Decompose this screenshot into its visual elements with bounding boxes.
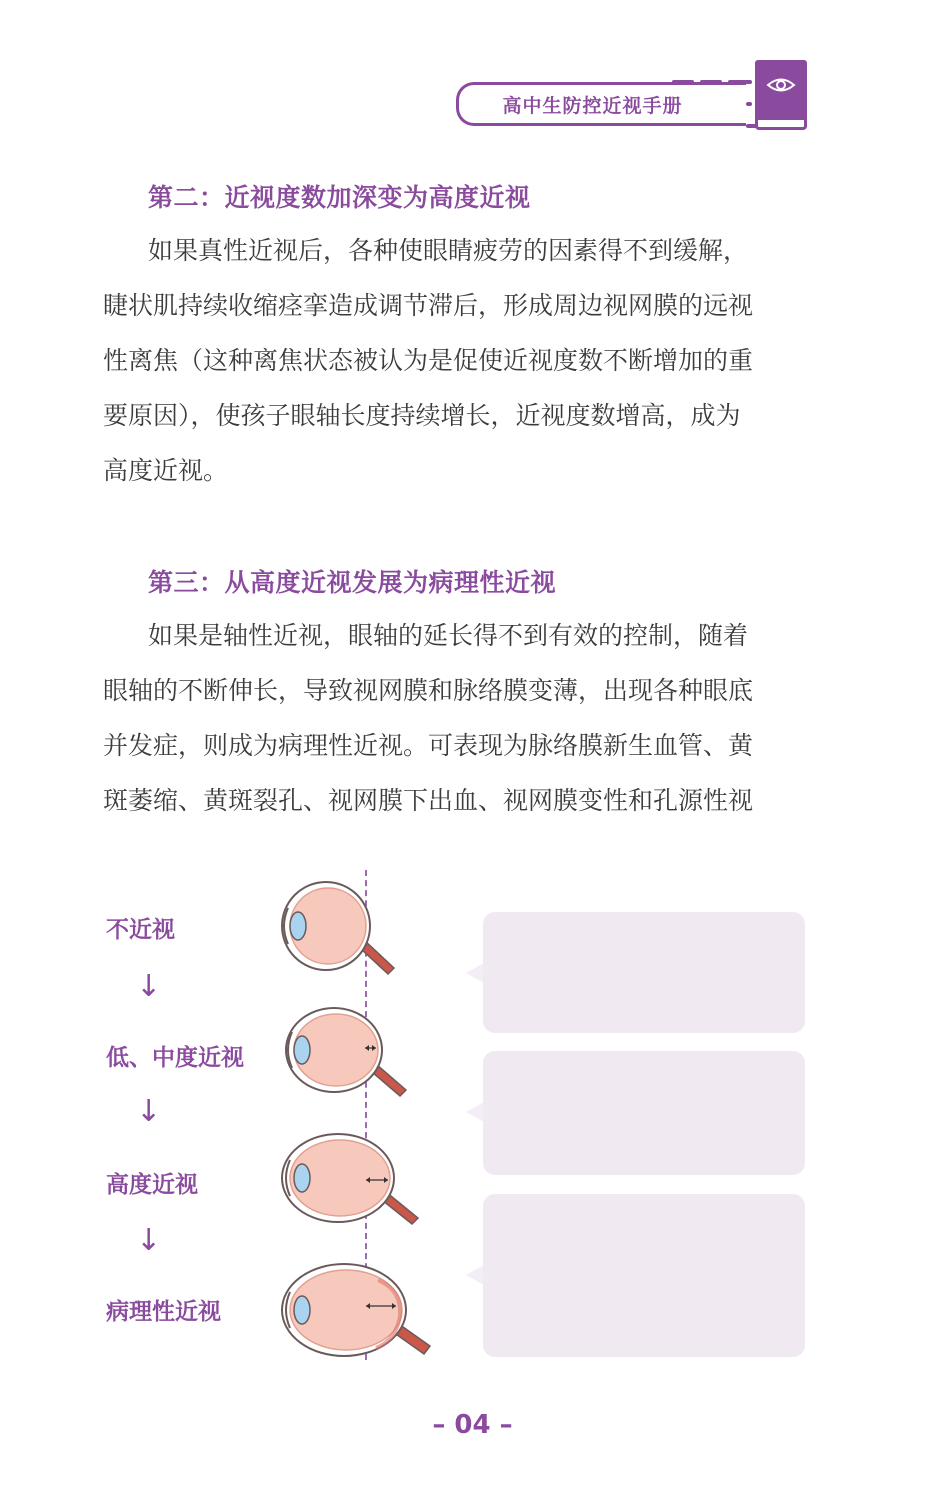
book-icon (755, 60, 807, 130)
section-3-heading: 第三：从高度近视发展为病理性近视 (148, 568, 557, 597)
paragraph-line: 高度近视。 (103, 456, 229, 485)
paragraph-line: 性离焦（这种离焦状态被认为是促使近视度数不断增加的重 (103, 346, 754, 375)
paragraph-line: 并发症，则成为病理性近视。可表现为脉络膜新生血管、黄 (103, 731, 754, 760)
section-2-heading: 第二：近视度数加深变为高度近视 (148, 183, 531, 212)
down-arrow-icon: ↓ (136, 969, 162, 1004)
stage-label-low-moderate-myopia: 低、中度近视 (106, 1045, 244, 1071)
eyeball-pathologic-myopia-illustration (278, 1260, 433, 1370)
eyeball-low-myopia-illustration (280, 1004, 410, 1104)
down-arrow-icon: ↓ (136, 1094, 162, 1129)
eyeball-normal-illustration (276, 878, 401, 978)
header-badge (456, 82, 746, 126)
paragraph-line: 如果是轴性近视，眼轴的延长得不到有效的控制，随着 (148, 621, 749, 650)
page-number: – 04 – (432, 1410, 513, 1440)
stage-label-pathologic-myopia: 病理性近视 (106, 1299, 221, 1325)
eye-icon (766, 76, 796, 94)
header-dash-3 (728, 80, 752, 84)
callout-pointer (466, 1102, 484, 1122)
callout-box-high-myopia (483, 1051, 805, 1175)
header-dash-2 (700, 80, 722, 84)
handbook-title: 高中生防控近视手册 (502, 94, 683, 117)
paragraph-line: 要原因），使孩子眼轴长度持续增长，近视度数增高，成为 (103, 401, 741, 430)
section-2-paragraph (103, 223, 805, 498)
callout-box-pathologic-myopia (483, 1194, 805, 1357)
paragraph-line: 睫状肌持续收缩痉挛造成调节滞后，形成周边视网膜的远视 (103, 291, 754, 320)
stage-label-no-myopia: 不近视 (106, 917, 175, 943)
eyeball-high-myopia-illustration (278, 1130, 423, 1235)
callout-box-low-myopia (483, 912, 805, 1033)
stage-label-high-myopia: 高度近视 (106, 1172, 198, 1198)
header-dash-1 (672, 80, 694, 84)
paragraph-line: 斑萎缩、黄斑裂孔、视网膜下出血、视网膜变性和孔源性视 (103, 786, 754, 815)
section-3-paragraph (103, 608, 805, 828)
paragraph-line: 如果真性近视后，各种使眼睛疲劳的因素得不到缓解， (148, 236, 749, 265)
callout-pointer (466, 1265, 484, 1285)
paragraph-line: 眼轴的不断伸长，导致视网膜和脉络膜变薄，出现各种眼底 (103, 676, 754, 705)
callout-pointer (466, 963, 484, 983)
header-dash-5 (746, 102, 752, 106)
down-arrow-icon: ↓ (136, 1223, 162, 1258)
